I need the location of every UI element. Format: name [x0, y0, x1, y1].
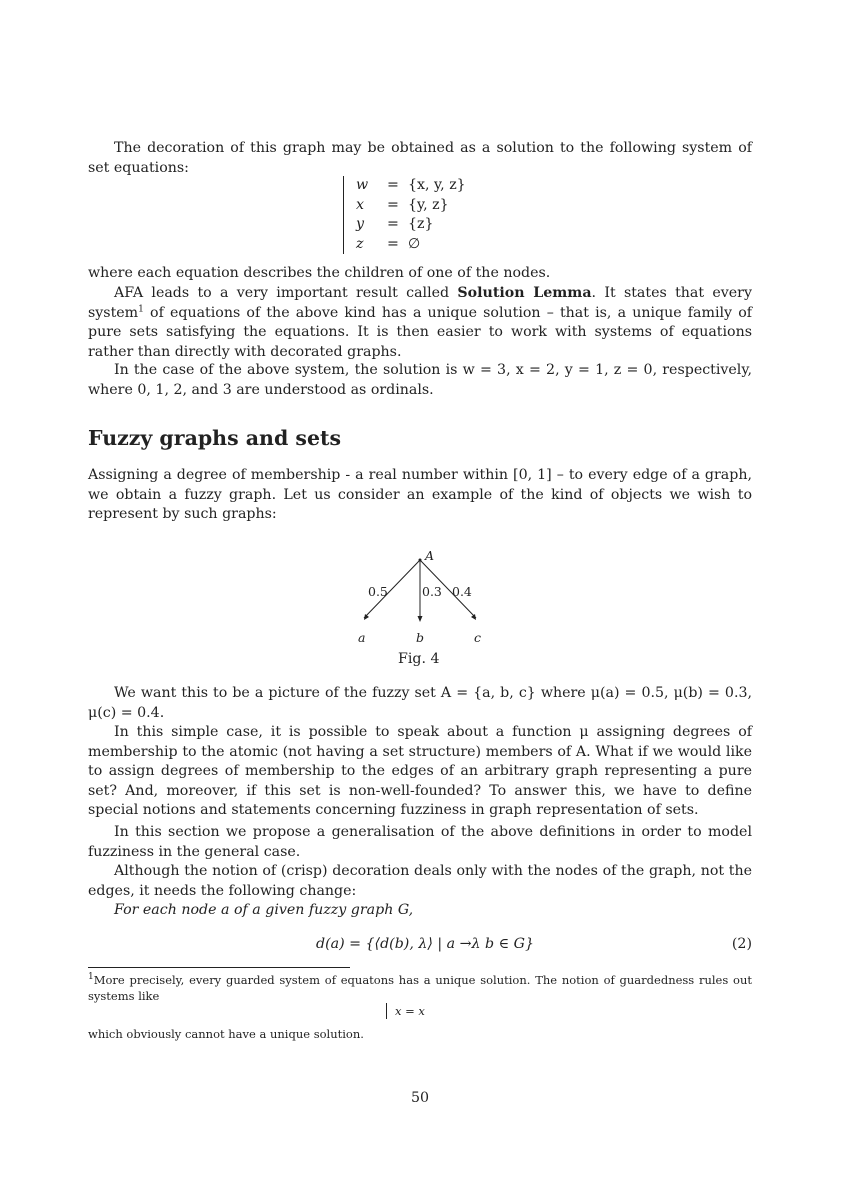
- node-root: [419, 559, 422, 562]
- equation-formula: d(a) = {⟨d(b), λ⟩ | a →λ b ∈ G}: [316, 936, 534, 952]
- paragraph-children: where each equation describes the children of one of the nodes.: [88, 265, 551, 281]
- equation-row: y = {z}: [356, 216, 434, 232]
- node-label-c: c: [474, 630, 482, 645]
- paragraph-ordinals: In the case of the above system, the solution is w = 3, x = 2, y = 1, z = 0, respectively, where 0, 1, 2, and 3 are understood as ordinals.: [88, 362, 752, 398]
- edge-label-a: 0.5: [368, 584, 388, 599]
- section-heading: Fuzzy graphs and sets: [88, 426, 342, 450]
- node-label-root: A: [425, 548, 435, 563]
- edge-label-c: 0.4: [452, 584, 472, 599]
- footnote-rule: [88, 967, 350, 968]
- footnote-equation: x = x: [386, 1003, 425, 1019]
- solution-lemma-term: Solution Lemma: [457, 285, 592, 301]
- edge-label-b: 0.3: [422, 584, 442, 599]
- paragraph-decoration-change: Although the notion of (crisp) decoration deals only with the nodes of the graph, not the edges, it needs the following change:: [88, 863, 752, 899]
- footnote-text: $^1$More precisely, every guarded system of equatons has a unique solution. The notion of guardedness rules out systems like: [88, 972, 752, 1003]
- equation-row: z = ∅: [356, 235, 421, 252]
- figure-caption: Fig. 4: [398, 651, 440, 667]
- paragraph-decoration: The decoration of this graph may be obtained as a solution to the following system of set equations:: [88, 140, 752, 176]
- paragraph-definition: For each node a of a given fuzzy graph G,: [114, 902, 414, 918]
- display-equation: [88, 936, 752, 956]
- footnote-mark: 1: [138, 303, 144, 314]
- page: [88, 0, 752, 1197]
- page-number: 50: [410, 1090, 430, 1106]
- equation-row: w = {x, y, z}: [356, 177, 466, 193]
- paragraph-fuzzy-set: We want this to be a picture of the fuzzy set A = {a, b, c} where μ(a) = 0.5, μ(b) = 0.3, μ(c) = 0.4.: [88, 685, 752, 721]
- footnote-after: which obviously cannot have a unique solution.: [88, 1027, 364, 1041]
- node-label-a: a: [358, 630, 366, 645]
- paragraph-membership: In this simple case, it is possible to speak about a function μ assigning degrees of membership to the atomic (not having a set structure) members of A. What if we would like to assign degrees of membership to the edges of an arbitrary graph representing a pure set? And, moreover, if this set is non-well-founded? To answer this, we have to define special notions and statements concerning fuzziness in graph representation of sets.: [88, 724, 752, 818]
- arrow-b: [418, 616, 423, 622]
- node-label-b: b: [416, 630, 425, 645]
- figure-fuzzy-graph: [348, 546, 498, 676]
- paragraph-generalisation: In this section we propose a generalisation of the above definitions in order to model fuzziness in the general case.: [88, 824, 752, 860]
- paragraph-solution-lemma: AFA leads to a very important result called Solution Lemma. It states that every system$^1$ of equations of the above kind has a unique solution – that is, a unique family of pure sets satisfying the equations. It is then easier to work with systems of equations rather than directly with decorated graphs.: [88, 285, 752, 360]
- equation-system: [343, 176, 466, 254]
- equation-row: x = {y, z}: [356, 196, 449, 213]
- equation-number: (2): [731, 936, 752, 952]
- paragraph-fuzzy-intro: Assigning a degree of membership - a real number within [0, 1] – to every edge of a graph, we obtain a fuzzy graph. Let us consider an example of the kind of objects we wish to represent by such graphs:: [88, 467, 752, 522]
